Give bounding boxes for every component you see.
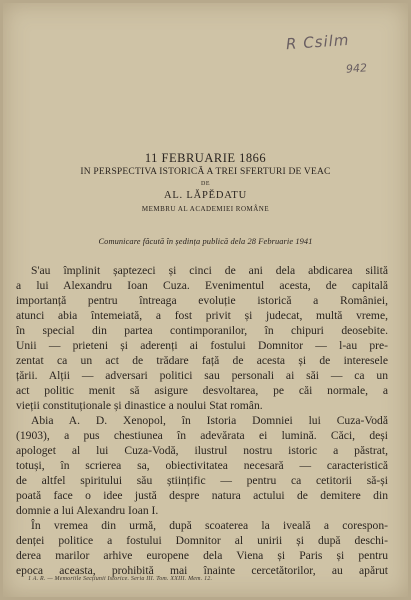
paragraph-line: apologet al lui Cuza-Vodă, ilustrul nostru istoric a păstrat, [16, 444, 388, 457]
handwritten-signature: R Csilm [285, 30, 350, 54]
paragraph-line: importanță pentru întreaga evoluție istorică a României, [16, 294, 388, 307]
paragraph-line: Abia A. D. Xenopol, în Istoria Domniei lui Cuza-Vodă [31, 414, 388, 427]
paragraph-line: epoca aceasta, prohibită mai înainte cercetătorilor, au apărut [16, 564, 388, 577]
body-text [16, 263, 388, 578]
paragraph-line: Unii — prieteni și aderenți ai fostului Domnitor — l-au pre- [16, 339, 388, 352]
paragraph-line: țării. Alții — adversari politici sau personali ai săi — ca un [16, 369, 388, 382]
paragraph-line: (1903), a pus chestiunea în adevărata ei lumină. Căci, deși [16, 429, 388, 442]
paragraph-line: derea marilor arhive europene dela Viena și Paris și pentru [16, 549, 388, 562]
paragraph-line: totuși, în scrierea sa, obiectivitatea necesară — caracteristică [16, 459, 388, 472]
paragraph-line: vieții constituționale și dinastice a noului Stat român. [16, 399, 263, 412]
paragraph-line: denței politice a fostului Domnitor al unirii și după deschi- [16, 534, 388, 547]
author-affiliation: MEMBRU AL ACADEMIEI ROMÂNE [141, 205, 270, 213]
paragraph-line: domnie a lui Alexandru Ioan I. [16, 504, 159, 517]
paragraph-line: S'au împlinit șaptezeci și cinci de ani dela abdicarea silită [31, 264, 388, 277]
by-label: DE [201, 181, 210, 187]
paragraph-line: atunci abia întemeiată, a fost privit și judecat, multă vreme, [16, 309, 388, 322]
footnote: 1 A. R. — Memoriile Secțiunii Istorice. Seria III. Tom. XXIII. Mem. 12. [28, 576, 213, 582]
paragraph-line: act politic menit să asigure desvoltarea, pe căi normale, a [16, 384, 388, 397]
paragraph-line: poată face o idee justă despre natura actului de demitere din [16, 489, 388, 502]
communication-note: Comunicare făcută în ședința publică dela 28 Februarie 1941 [98, 237, 313, 246]
document-date-title: 11 FEBRUARIE 1866 [144, 151, 267, 165]
handwritten-number: 942 [345, 61, 368, 76]
author-name: AL. LĂPĔDATU [163, 190, 248, 201]
paragraph-line: în special din partea contimporanilor, în chipuri deosebite. [16, 324, 388, 337]
paragraph-line: a lui Alexandru Ioan Cuza. Evenimentul acesta, de capitală [16, 279, 388, 292]
paragraph-line: de altfel spiritului său științific — pentru ca cetitorii să-și [16, 474, 388, 487]
document-subtitle: IN PERSPECTIVA ISTORICĂ A TREI SFERTURI DE VEAC [80, 167, 331, 177]
paragraph-line: În vremea din urmă, după scoaterea la iveală a corespon- [31, 519, 388, 532]
paragraph-line: zentat ca un act de trădare față de acesta și de interesele [16, 354, 388, 367]
